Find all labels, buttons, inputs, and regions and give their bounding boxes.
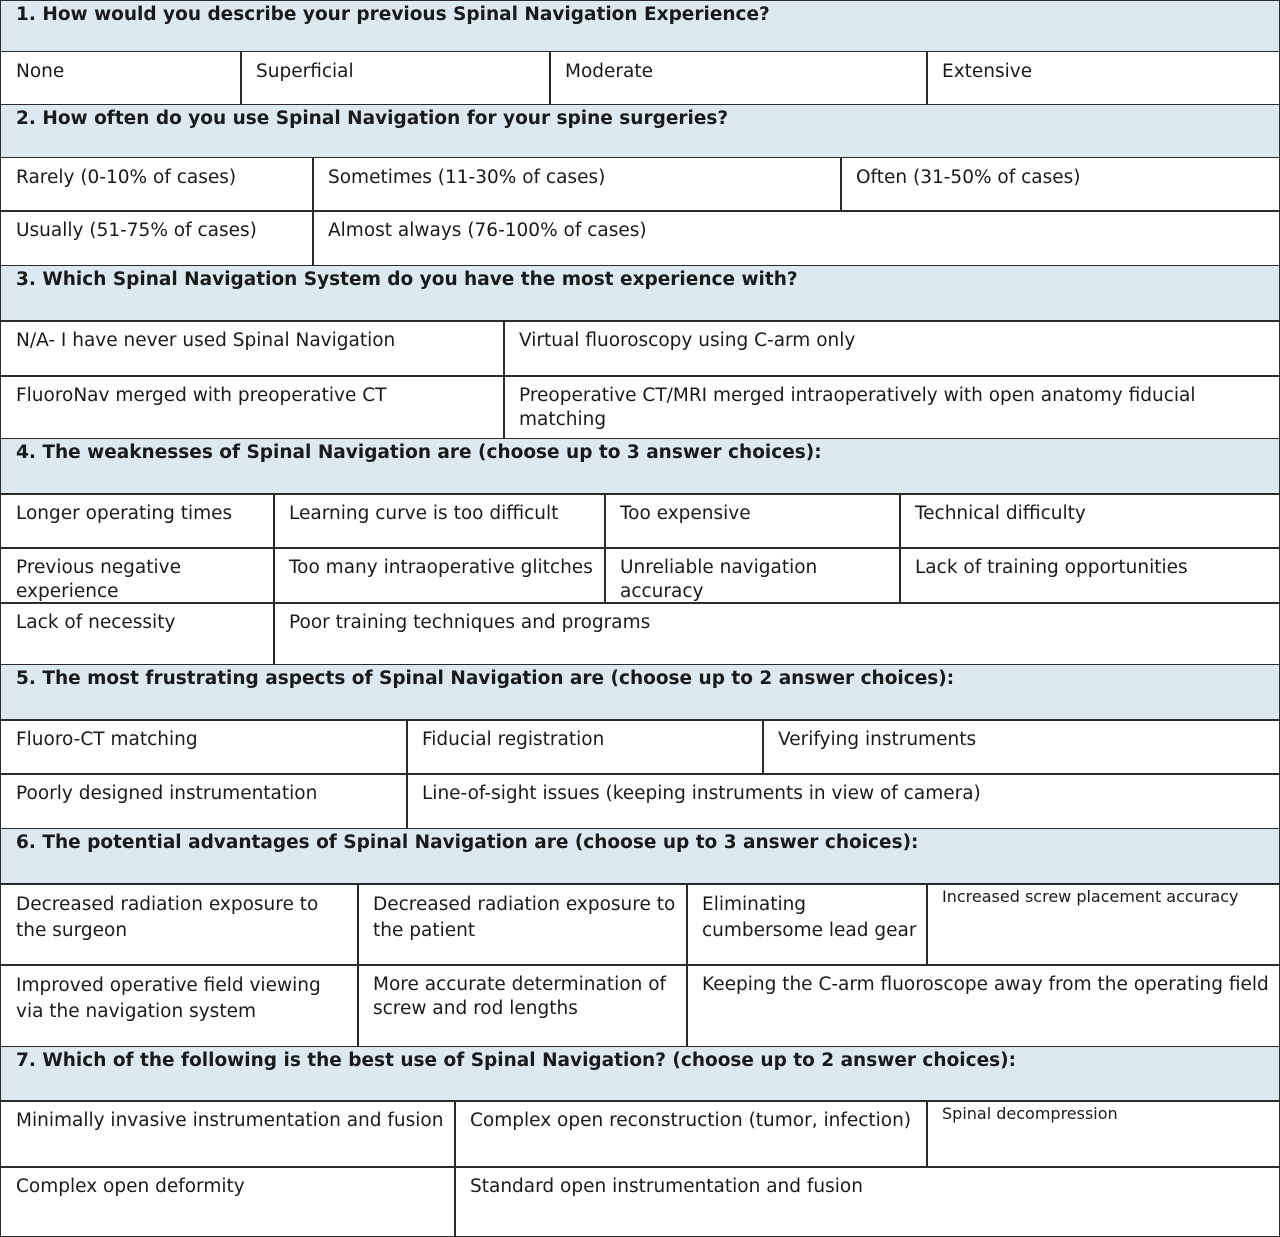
q7-option-minimally-invasive[interactable]: Minimally invasive instrumentation and fusion [0,1100,456,1168]
q6-option-operative-field-viewing[interactable]: Improved operative field viewing via the navigation system [0,964,359,1048]
q4-option-learning-curve[interactable]: Learning curve is too difficult [273,493,606,549]
q1-option-none[interactable]: None [0,51,242,106]
q5-option-poorly-designed-instrumentation[interactable]: Poorly designed instrumentation [0,773,408,830]
q4-option-poor-training[interactable]: Poor training techniques and programs [273,602,1280,666]
q7-option-spinal-decompression[interactable]: Spinal decompression [926,1100,1280,1168]
q2-option-sometimes[interactable]: Sometimes (11-30% of cases) [312,157,842,212]
question-3-title: 3. Which Spinal Navigation System do you have the most experience with? [0,265,1280,322]
q4-option-previous-negative-experience[interactable]: Previous negative experience [0,547,275,604]
q2-option-usually[interactable]: Usually (51-75% of cases) [0,210,314,267]
q2-option-almost-always[interactable]: Almost always (76-100% of cases) [312,210,1280,267]
q4-option-too-expensive[interactable]: Too expensive [604,493,901,549]
q2-option-often[interactable]: Often (31-50% of cases) [840,157,1280,212]
q5-option-line-of-sight[interactable]: Line-of-sight issues (keeping instruments in view of camera) [406,773,1280,830]
q3-option-preoperative-ct-mri[interactable]: Preoperative CT/MRI merged intraoperatively with open anatomy fiducial matching [503,375,1280,440]
q1-option-superficial[interactable]: Superficial [240,51,551,106]
question-1-title: 1. How would you describe your previous Spinal Navigation Experience? [0,0,1280,52]
q4-option-longer-operating-times[interactable]: Longer operating times [0,493,275,549]
q3-option-never-used[interactable]: N/A- I have never used Spinal Navigation [0,320,505,377]
question-7-title: 7. Which of the following is the best use of Spinal Navigation? (choose up to 2 answer choices): [0,1046,1280,1102]
q4-option-lack-of-necessity[interactable]: Lack of necessity [0,602,275,666]
question-2-title: 2. How often do you use Spinal Navigation for your spine surgeries? [0,104,1280,158]
q1-option-moderate[interactable]: Moderate [549,51,928,106]
q5-option-fiducial-registration[interactable]: Fiducial registration [406,719,764,775]
q6-option-screw-accuracy[interactable]: Increased screw placement accuracy [926,883,1280,966]
q6-option-lead-gear[interactable]: Eliminating cumbersome lead gear [686,883,928,966]
q4-option-technical-difficulty[interactable]: Technical difficulty [899,493,1280,549]
q3-option-fluoronav[interactable]: FluoroNav merged with preoperative CT [0,375,505,440]
q4-option-intraoperative-glitches[interactable]: Too many intraoperative glitches [273,547,606,604]
q6-option-radiation-surgeon[interactable]: Decreased radiation exposure to the surgeon [0,883,359,966]
q2-option-rarely[interactable]: Rarely (0-10% of cases) [0,157,314,212]
q5-option-fluoro-ct-matching[interactable]: Fluoro-CT matching [0,719,408,775]
q4-option-unreliable-accuracy[interactable]: Unreliable navigation accuracy [604,547,901,604]
question-5-title: 5. The most frustrating aspects of Spinal Navigation are (choose up to 2 answer choices): [0,664,1280,721]
question-6-title: 6. The potential advantages of Spinal Navigation are (choose up to 3 answer choices): [0,828,1280,885]
q3-option-virtual-fluoroscopy[interactable]: Virtual fluoroscopy using C-arm only [503,320,1280,377]
question-4-title: 4. The weaknesses of Spinal Navigation are (choose up to 3 answer choices): [0,438,1280,495]
q6-option-radiation-patient[interactable]: Decreased radiation exposure to the patient [357,883,688,966]
q6-option-screw-rod-lengths[interactable]: More accurate determination of screw and rod lengths [357,964,688,1048]
q7-option-complex-deformity[interactable]: Complex open deformity [0,1166,456,1237]
q5-option-verifying-instruments[interactable]: Verifying instruments [762,719,1280,775]
q1-option-extensive[interactable]: Extensive [926,51,1280,106]
q7-option-standard-open[interactable]: Standard open instrumentation and fusion [454,1166,1280,1237]
q6-option-c-arm-away[interactable]: Keeping the C-arm fluoroscope away from the operating field [686,964,1280,1048]
q7-option-complex-reconstruction[interactable]: Complex open reconstruction (tumor, infection) [454,1100,928,1168]
q4-option-lack-of-training[interactable]: Lack of training opportunities [899,547,1280,604]
